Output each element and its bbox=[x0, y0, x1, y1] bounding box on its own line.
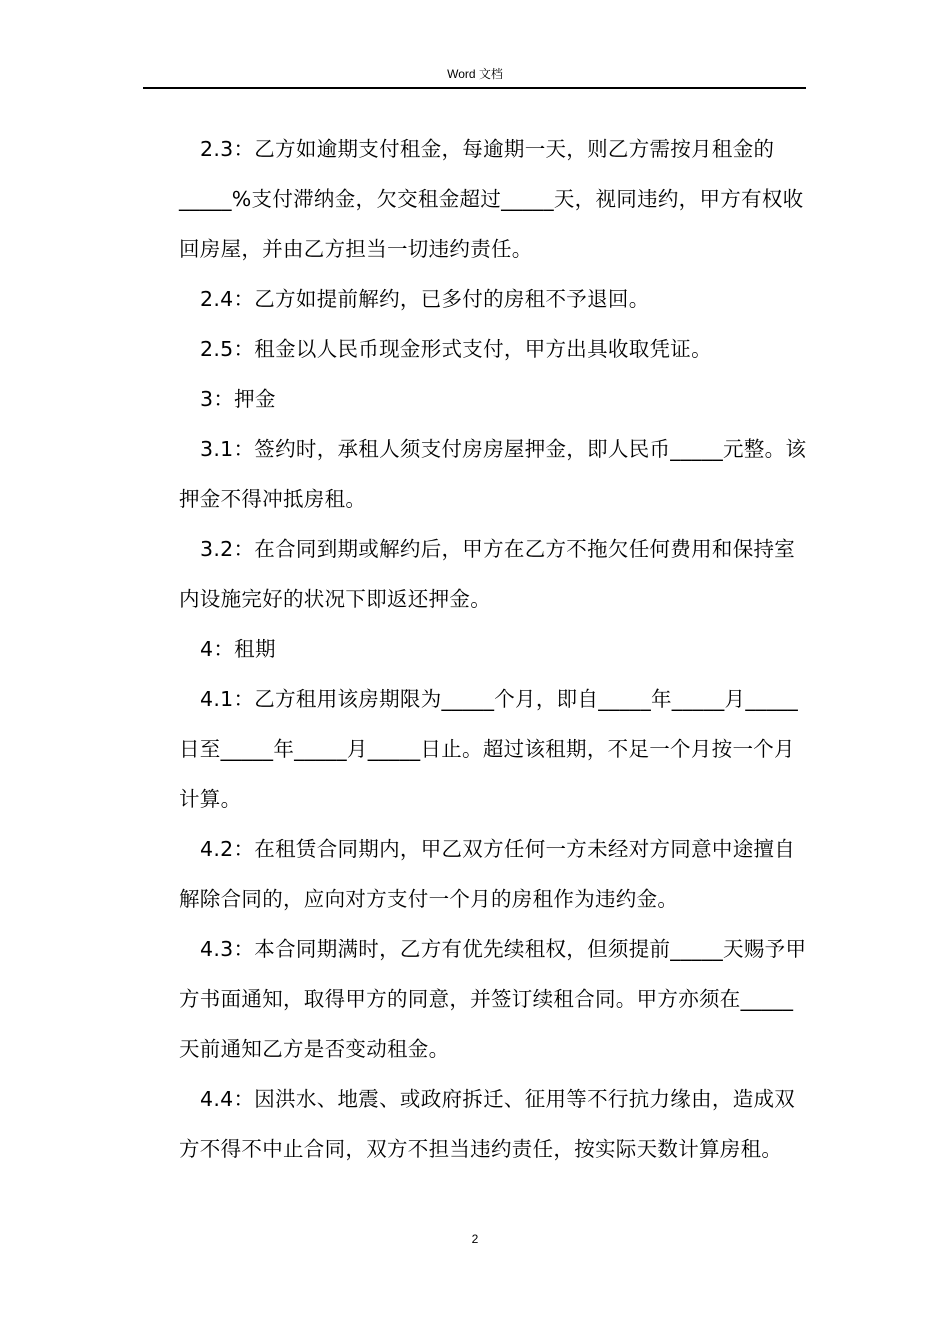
paragraph-3-2: 3.2：在合同到期或解约后，甲方在乙方不拖欠任何费用和保持室内设施完好的状况下即返还押金。 bbox=[179, 537, 796, 611]
page-header-title: Word 文档 bbox=[447, 67, 503, 81]
section-heading-deposit: 3：押金 bbox=[200, 387, 276, 411]
paragraph-4-3: 4.3：本合同期满时，乙方有优先续租权，但须提前_____天赐予甲方书面通知，取得甲方的同意，并签订续租合同。甲方亦须在_____天前通知乙方是否变动租金。 bbox=[179, 937, 807, 1061]
paragraph-2-3: 2.3：乙方如逾期支付租金，每逾期一天，则乙方需按月租金的_____%支付滞纳金，欠交租金超过_____天，视同违约，甲方有权收回房屋，并由乙方担当一切违约责任。 bbox=[179, 137, 804, 261]
paragraph-4-2: 4.2：在租赁合同期内，甲乙双方任何一方未经对方同意中途擅自解除合同的，应向对方支付一个月的房租作为违约金。 bbox=[179, 837, 796, 911]
page-number: 2 bbox=[471, 1232, 479, 1246]
paragraph-3-1: 3.1：签约时，承租人须支付房房屋押金，即人民币_____元整。该押金不得冲抵房租。 bbox=[179, 437, 807, 511]
paragraph-2-5: 2.5：租金以人民币现金形式支付，甲方出具收取凭证。 bbox=[200, 337, 712, 361]
paragraph-2-4: 2.4：乙方如提前解约，已多付的房租不予退回。 bbox=[200, 287, 650, 311]
section-heading-lease-term: 4：租期 bbox=[200, 637, 276, 661]
header-divider bbox=[143, 87, 806, 89]
paragraph-4-1: 4.1：乙方租用该房期限为_____个月，即自_____年_____月_____日至_____年_____月_____日止。超过该租期，不足一个月按一个月计算。 bbox=[179, 687, 799, 811]
document-body bbox=[179, 124, 809, 1174]
paragraph-4-4: 4.4：因洪水、地震、或政府拆迁、征用等不行抗力缘由，造成双方不得不中止合同，双方不担当违约责任，按实际天数计算房租。 bbox=[179, 1087, 796, 1161]
